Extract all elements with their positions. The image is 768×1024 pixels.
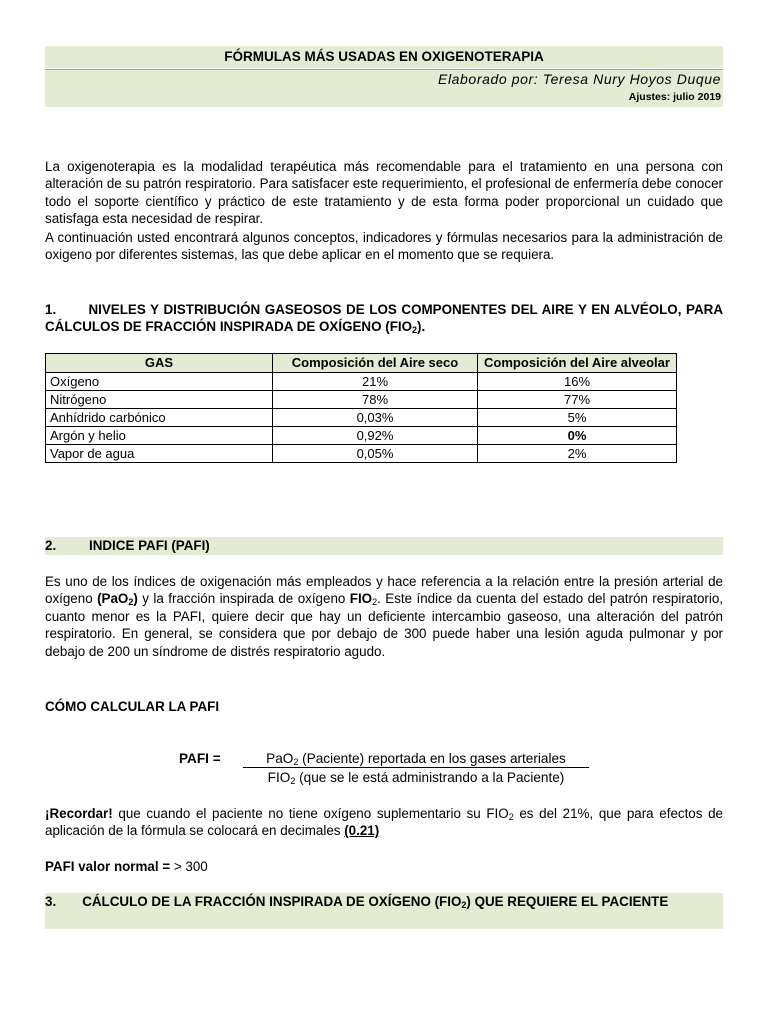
normal-label: PAFI valor normal = (45, 859, 171, 874)
section-2-heading (45, 537, 723, 555)
col-header-alveolar-air: Composición del Aire alveolar (478, 354, 677, 373)
formula-numerator (243, 750, 589, 768)
pafi-description (45, 573, 723, 660)
intro-paragraph-2: A continuación usted encontrará algunos conceptos, indicadores y fórmulas necesarios para la administración de oxigeno por diferentes sistemas, las que debe aplicar en el momento que se requiera. (45, 230, 723, 263)
cell-alveolar: 2% (478, 445, 677, 463)
numerator-pao: PaO (266, 751, 294, 766)
cell-dry: 21% (273, 373, 478, 391)
cell-alveolar: 77% (478, 391, 677, 409)
pafi-pao2 (97, 591, 138, 606)
section-3-title-b: ) QUE REQUIERE EL PACIENTE (466, 894, 669, 909)
cell-dry: 78% (273, 391, 478, 409)
intro-paragraph-1: La oxigenoterapia es la modalidad terapéutica más recomendable para el tratamiento en una persona con alteración de su patrón respiratorio. Para satisfacer este requerimiento, el profesional de enfermería debe conocer todo el soporte científico y práctico de este tratamiento y de esta forma poder proporcional un cuidado que satisfaga esta necesidad de respirar. (45, 159, 723, 227)
table-row (46, 427, 677, 445)
section-2-title: INDICE PAFI (PAFI) (89, 538, 210, 553)
cell-gas: Nitrógeno (46, 391, 273, 409)
section-3-number: 3. (45, 894, 57, 909)
author-block (45, 69, 723, 107)
pafi-fio2 (350, 591, 372, 606)
adjustments-date: Ajustes: julio 2019 (628, 91, 721, 103)
fio-sub: 2 (372, 597, 378, 608)
cell-gas: Oxígeno (46, 373, 273, 391)
cell-alveolar: 0% (478, 427, 677, 445)
normal-value: > 300 (170, 859, 208, 874)
cell-dry: 0,03% (273, 409, 478, 427)
numerator-sub: 2 (293, 757, 299, 767)
section-3-title-sub: 2 (461, 900, 467, 910)
remember-sub: 2 (508, 812, 514, 822)
remember-value: (0.21) (344, 823, 380, 839)
section-1-title: NIVELES Y DISTRIBUCIÓN GASEOSOS DE LOS COMPONENTES DEL AIRE Y EN ALVÉOLO, PARA CÁLCULOS DE FRACCIÓN INSPIRADA DE OXÍGENO (FIO (45, 302, 723, 335)
denominator-sub: 2 (290, 776, 296, 786)
table-header-row (46, 354, 677, 373)
pafi-text-a: Es uno de los índices de oxigenación más empleados y hace referencia a la relación entre la presión arterial de oxígeno (45, 574, 723, 607)
table-row (46, 409, 677, 427)
cell-dry: 0,05% (273, 445, 478, 463)
cell-alveolar: 16% (478, 373, 677, 391)
numerator-text: (Paciente) reportada en los gases arteriales (298, 751, 566, 766)
pao-label: (PaO (97, 591, 129, 607)
pao-sub: 2 (128, 597, 134, 608)
author-line: Elaborado por: Teresa Nury Hoyos Duque (438, 71, 721, 87)
cell-gas: Vapor de agua (46, 445, 273, 463)
gas-composition-table (45, 353, 677, 463)
remember-text-a: que cuando el paciente no tiene oxígeno suplementario su FIO (112, 806, 509, 821)
cell-gas: Anhídrido carbónico (46, 409, 273, 427)
section-1-title-end: ). (417, 319, 426, 335)
section-3-heading (45, 893, 723, 929)
table-row (46, 373, 677, 391)
pao-end: ) (133, 591, 138, 607)
table-row (46, 391, 677, 409)
how-to-calculate-title: CÓMO CALCULAR LA PAFI (45, 699, 220, 714)
remember-text-b: es del 21%, que para efectos de aplicación de la fórmula se colocará en decimales (45, 806, 723, 839)
remember-label: ¡Recordar! (45, 806, 113, 821)
section-2-number: 2. (45, 538, 57, 553)
cell-gas: Argón y helio (46, 427, 273, 445)
pafi-text-c: . Este índice da cuenta del estado del patrón respiratorio, cuanto menor es la PAFI, quiere decir que hay un deficiente intercambio gaseoso, una alteración del patrón respiratorio. En general, se considera que por debajo de 300 puede haber una lesión aguda pulmonar y por debajo de 200 un síndrome de distrés respiratorio agudo. (45, 591, 723, 659)
section-3-title-a: CÁLCULO DE LA FRACCIÓN INSPIRADA DE OXÍGENO (FIO (82, 894, 462, 909)
document-title: FÓRMULAS MÁS USADAS EN OXIGENOTERAPIA (45, 46, 723, 68)
cell-alveolar: 5% (478, 409, 677, 427)
denominator-text: (que se le está administrando a la Paciente) (295, 770, 565, 785)
table-row (46, 445, 677, 463)
remember-note (45, 805, 723, 840)
section-1-heading (45, 301, 723, 336)
col-header-gas: GAS (46, 354, 273, 373)
pafi-normal-value (45, 858, 723, 875)
fio-label: FIO (349, 591, 373, 607)
section-1-number: 1. (45, 302, 57, 317)
formula-label: PAFI = (179, 751, 221, 766)
cell-dry: 0,92% (273, 427, 478, 445)
denominator-fio: FIO (267, 770, 291, 785)
col-header-dry-air: Composición del Aire seco (273, 354, 478, 373)
formula-denominator (243, 769, 589, 786)
pafi-text-b: y la fracción inspirada de oxígeno (137, 591, 350, 607)
section-1-title-sub: 2 (412, 325, 418, 336)
